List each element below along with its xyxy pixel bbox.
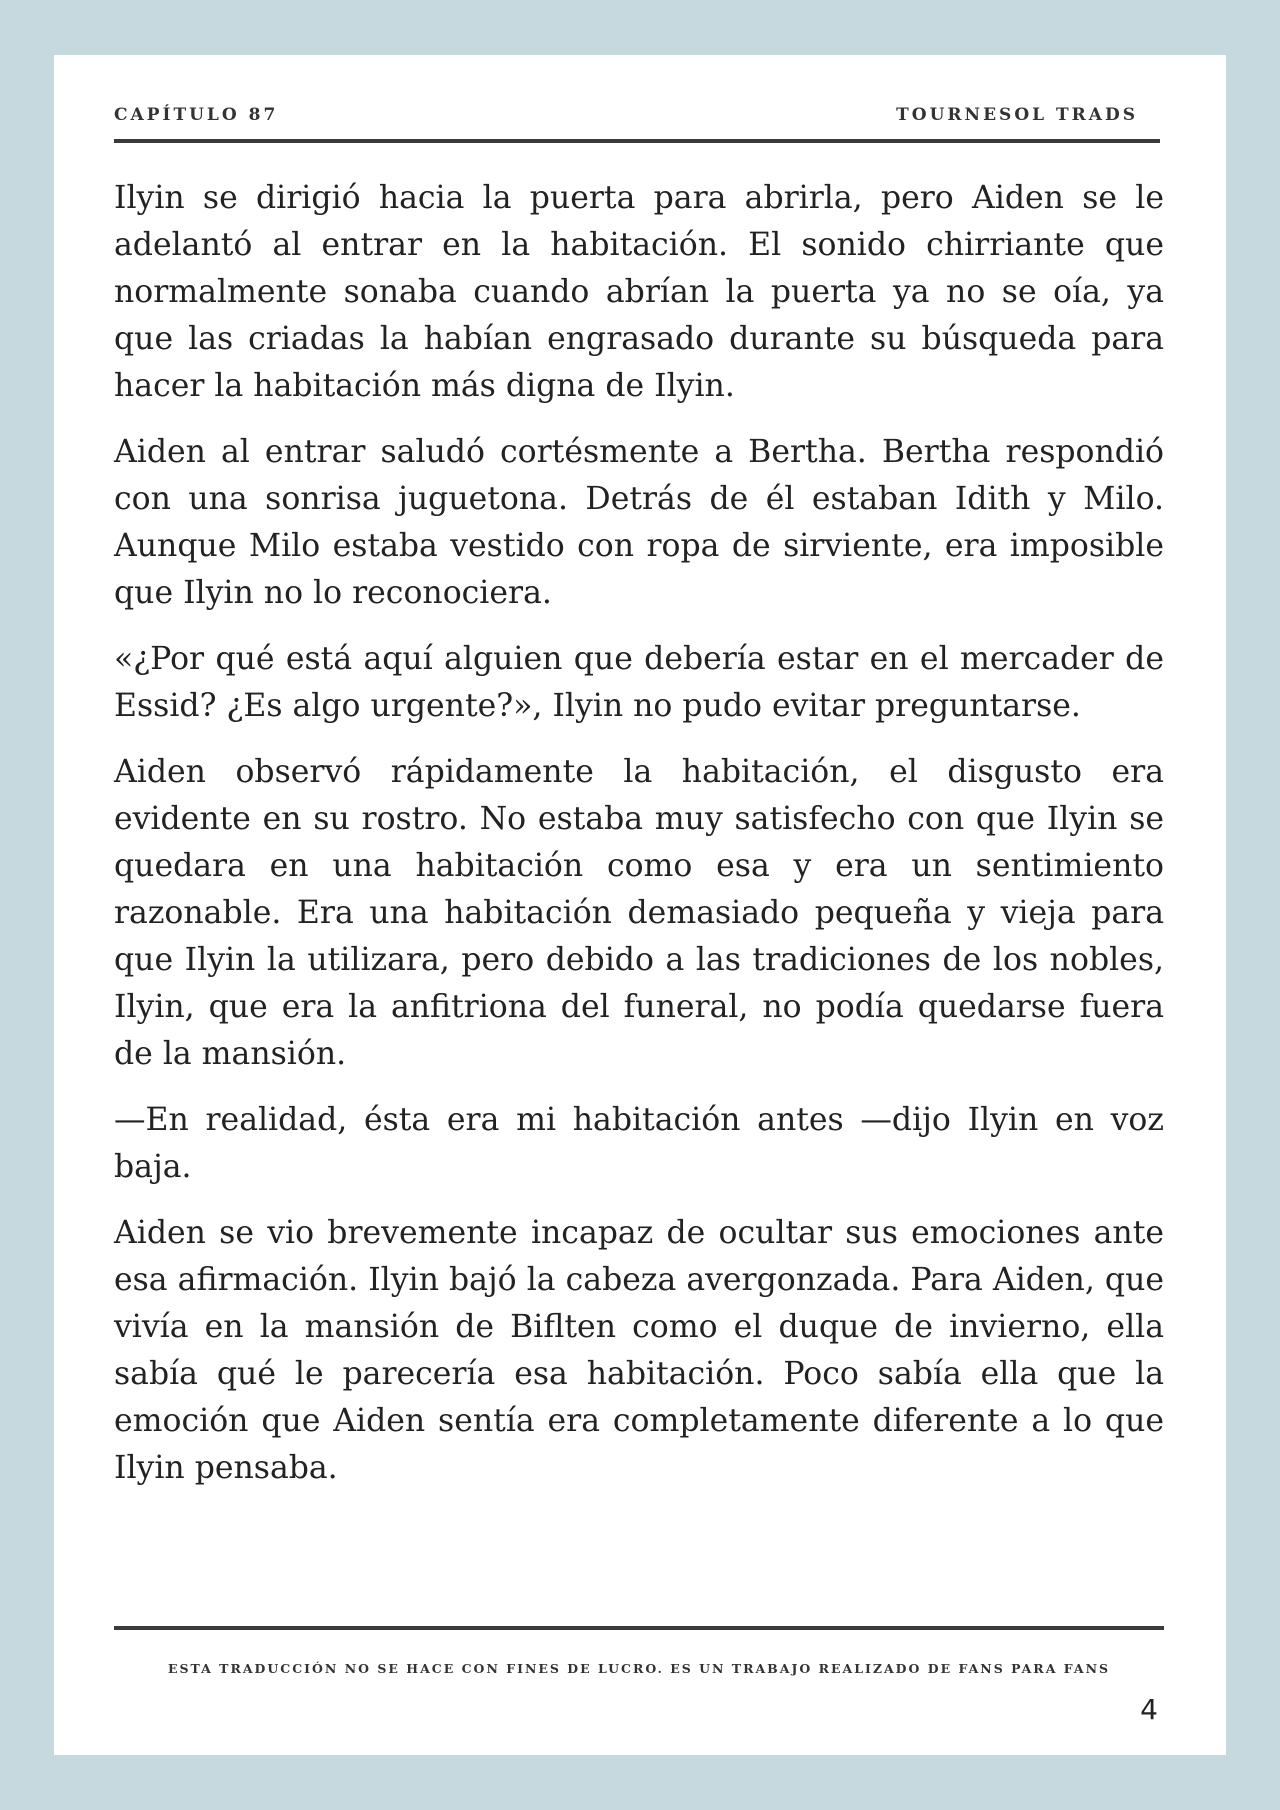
- chapter-body: [114, 175, 1164, 1615]
- paragraph: Aiden observó rápidamente la habitación, el disgusto era evidente en su rostro. No estaba muy satisfecho con que Ilyin se quedara en una habitación como esa y era un sentimiento razonable. Era una habitación demasiado pequeña y vieja para que Ilyin la utilizara, pero debido a las tradiciones de los nobles, Ilyin, que era la anfitriona del funeral, no podía quedarse fuera de la mansión.: [114, 754, 1164, 1072]
- paragraph: Aiden al entrar saludó cortésmente a Bertha. Bertha respondió con una sonrisa juguetona. Detrás de él estaban Idith y Milo. Aunque Milo estaba vestido con ropa de sirviente, era imposible que Ilyin no lo reconociera.: [114, 434, 1164, 611]
- translator-group-label: TOURNESOL TRADS: [896, 105, 1138, 125]
- footer-divider: [114, 1626, 1164, 1630]
- disclaimer-note: ESTA TRADUCCIÓN NO SE HACE CON FINES DE LUCRO. ES UN TRABAJO REALIZADO DE FANS PARA FANS: [167, 1661, 1111, 1676]
- document-page: [54, 55, 1226, 1755]
- header-divider: [114, 139, 1160, 143]
- page-number: 4: [1140, 1693, 1158, 1726]
- paragraph: Aiden se vio brevemente incapaz de ocultar sus emociones ante esa afirmación. Ilyin bajó la cabeza avergonzada. Para Aiden, que vivía en la mansión de Biflten como el duque de invierno, ella sabía qué le parecería esa habitación. Poco sabía ella que la emoción que Aiden sentía era completamente diferente a lo que Ilyin pensaba.: [114, 1215, 1164, 1486]
- paragraph: —En realidad, ésta era mi habitación antes —dijo Ilyin en voz baja.: [114, 1102, 1164, 1185]
- paragraph: «¿Por qué está aquí alguien que debería estar en el mercader de Essid? ¿Es algo urgente?», Ilyin no pudo evitar preguntarse.: [114, 641, 1164, 724]
- paragraph: Ilyin se dirigió hacia la puerta para abrirla, pero Aiden se le adelantó al entrar en la habitación. El sonido chirriante que normalmente sonaba cuando abrían la puerta ya no se oía, ya que las criadas la habían engrasado durante su búsqueda para hacer la habitación más digna de Ilyin.: [114, 180, 1164, 404]
- chapter-label: CAPÍTULO 87: [114, 105, 279, 125]
